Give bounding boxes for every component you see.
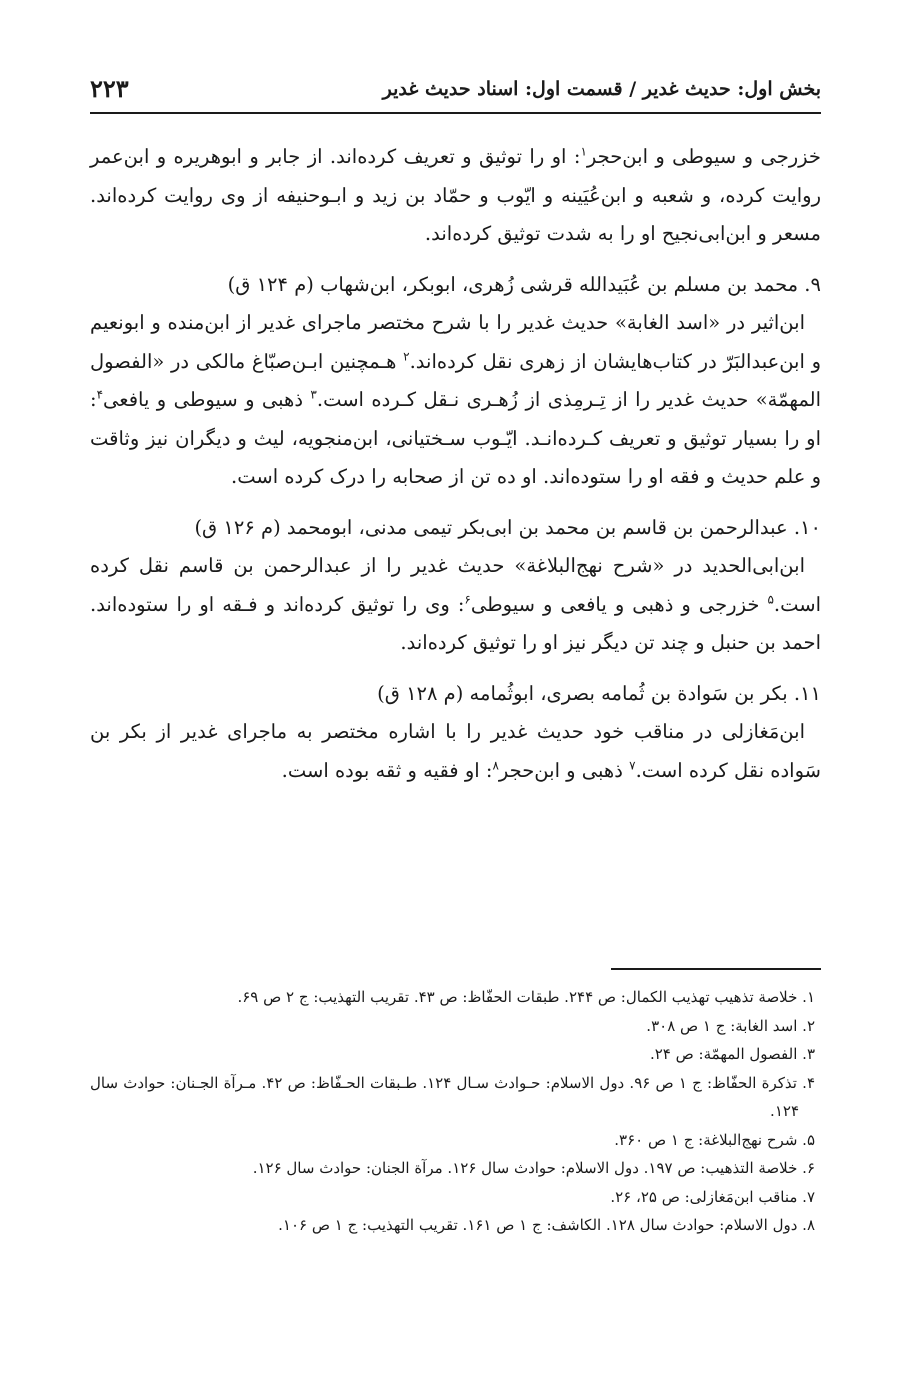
entry-heading-11: ۱۱. بکر بن سَوادة بن ثُمامه بصری، ابوثُمامه (م ۱۲۸ ق) [377, 681, 821, 705]
footnote-4: ۴. تذکرة الحفّاظ: ج ۱ ص ۹۶. دول الاسلام: حـوادث سـال ۱۲۴. طـبقات الحـفّاظ: ص ۴۲. مـرآة الجـنان: حوادث سال ۱۲۴. [90, 1073, 816, 1120]
page-number: ۲۲۳ [90, 74, 129, 103]
footnote-3: ۳. الفصول المهمّة: ص ۲۴. [649, 1045, 815, 1063]
paragraph-narrators-8: خزرجی و سیوطی و ابن‌حجر$^۱$: او را توثیق و تعریف کرده‌اند. از جابر و ابوهریره و ابن‌عمر روایت کرده، و شعبه و ابن‌عُیَینه و ایّوب و حمّاد بن زید و ابـوحنیفه از وی روایت کرده‌اند. مسعر و ابن‌ابی‌نجیح او را به شدت توثیق کرده‌اند. [90, 144, 821, 245]
entry-heading-10: ۱۰. عبدالرحمن بن قاسم بن محمد بن ابی‌بکر تیمی مدنی، ابومحمد (م ۱۲۶ ق) [194, 515, 821, 539]
footnote-ref-6[interactable]: ۶ [464, 592, 471, 606]
footnote-ref-8[interactable]: ۸ [492, 758, 499, 772]
footnote-ref-2[interactable]: ۲ [403, 349, 410, 363]
footnote-separator [611, 968, 821, 970]
entry-heading-9: ۹. محمد بن مسلم بن عُبَیدالله قرشی زُهری، ابوبکر، ابن‌شهاب (م ۱۲۴ ق) [227, 272, 821, 296]
footnote-ref-4[interactable]: ۴ [96, 387, 104, 402]
paragraph-entry-9: ابن‌اثیر در «اسد الغابة» حدیث غدیر را با شرح مختصر ماجرای غدیر از ابن‌منده و ابونعیم و ابن‌عبدالبَرّ در کتاب‌هایشان از زهری نقل کرده‌اند.$^۲$ هـمچنین ابـن‌صبّاغ مالکی در «الفصول المهمّة» حدیث غدیر را از تِـرمِذی از زُهـری نـقل کـرده است.$^۳$ ذهبی و سیوطی و یافعی$^۴$: او را بسیار توثیق و تعریف کـرده‌انـد. ایّـوب سـختیانی، ابن‌منجویه، لیث و دیگران نیز وثاقت و علم حدیث و فقه او را ستوده‌اند. او ده تن از صحابه را درک کرده است. [90, 311, 822, 488]
footnote-ref-1[interactable]: ۱ [580, 144, 587, 159]
footnote-7: ۷. مناقب ابن‌مَغازلی: ص ۲۵، ۲۶. [610, 1187, 815, 1206]
footnote-8: ۸. دول الاسلام: حوادث سال ۱۲۸. الکاشف: ج ۱ ص ۱۶۱. تقریب التهذیب: ج ۱ ص ۱۰۶. [278, 1216, 815, 1234]
book-page [90, 0, 821, 1390]
main-text [90, 138, 821, 790]
footnote-5: ۵. شرح نهج‌البلاغة: ج ۱ ص ۳۶۰. [614, 1130, 815, 1149]
running-header [90, 72, 821, 114]
paragraph-entry-11: ابن‌مَغازلی در مناقب خود حدیث غدیر را با اشاره مختصر به ماجرای غدیر از بکر بن سَواده نقل کرده است.$^۷$ ذهبی و ابن‌حجر$^۸$: او فقیه و ثقه بوده است. [90, 720, 821, 782]
header-title: بخش اول: حدیث غدیر / قسمت اول: اسناد حدیث غدیر [382, 78, 821, 100]
footnote-ref-7[interactable]: ۷ [629, 758, 636, 772]
footnote-1: ۱. خلاصة تذهیب تهذیب الکمال: ص ۲۴۴. طبقات الحفّاظ: ص ۴۳. تقریب التهذیب: ج ۲ ص ۶۹. [237, 988, 815, 1006]
footnotes [90, 983, 815, 1240]
footnote-2: ۲. اسد الغابة: ج ۱ ص ۳۰۸. [646, 1016, 815, 1035]
footnote-ref-3[interactable]: ۳ [310, 387, 317, 402]
footnote-ref-5[interactable]: ۵ [767, 592, 774, 606]
paragraph-entry-10: ابن‌ابی‌الحدید در «شرح نهج‌البلاغة» حدیث غدیر را از عبدالرحمن بن قاسم نقل کرده است.$^۵$ خزرجی و ذهبی و یافعی و سیوطی$^۶$: وی را توثیق کرده‌اند و فـقه او را ستوده‌اند. احمد بن حنبل و چند تن دیگر نیز او را توثیق کرده‌اند. [90, 554, 821, 654]
footnote-6: ۶. خلاصة التذهیب: ص ۱۹۷. دول الاسلام: حوادث سال ۱۲۶. مرآة الجنان: حوادث سال ۱۲۶. [252, 1159, 815, 1177]
